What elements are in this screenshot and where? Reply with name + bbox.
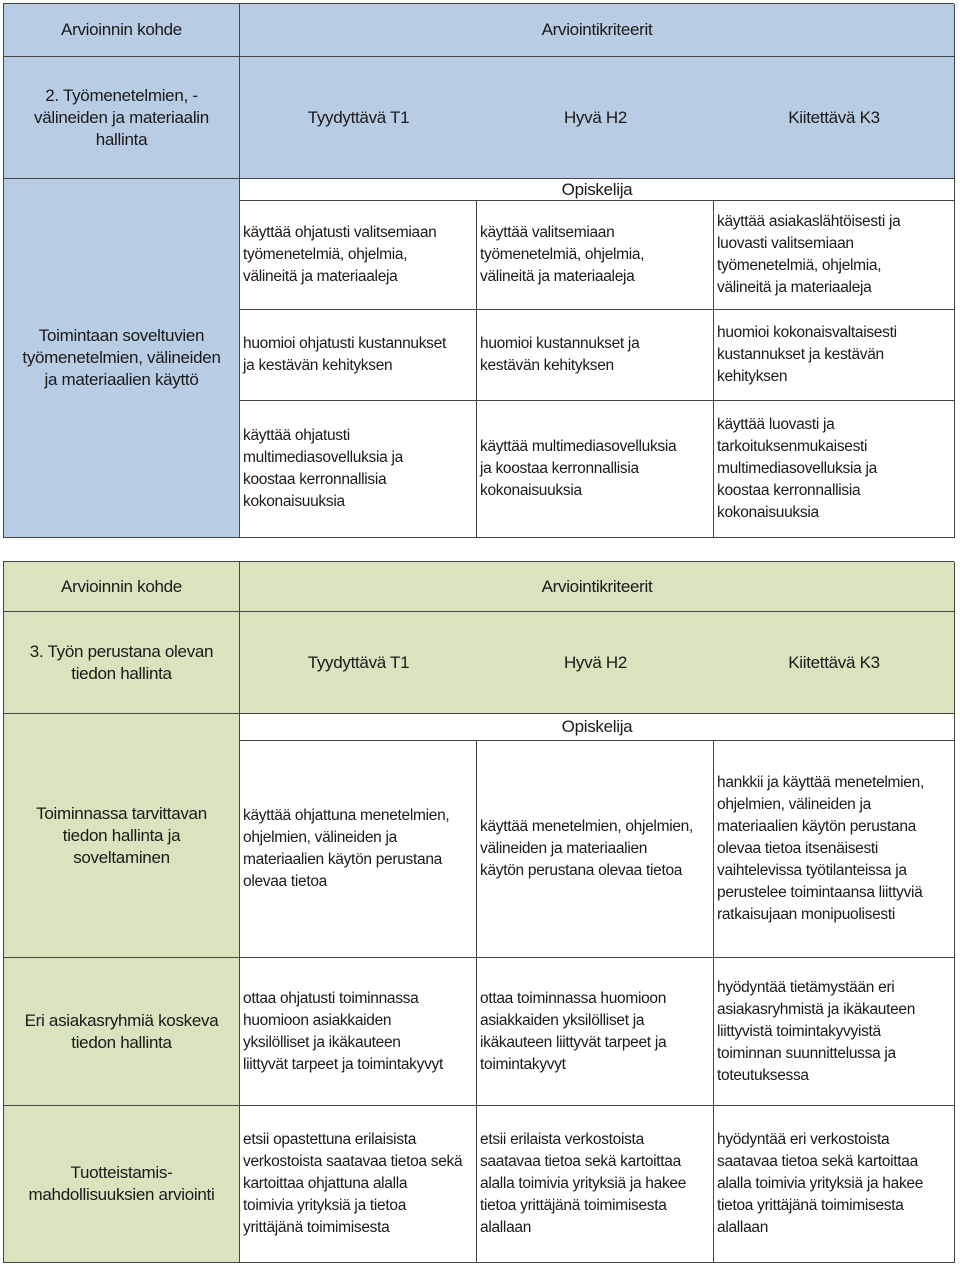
criteria-cell: ottaa ohjatusti toiminnassa huomioon asiakkaiden yksilölliset ja ikäkauteen liittyvät tarpeet ja toimintakyvyt — [240, 958, 477, 1106]
criteria-cell: hyödyntää eri verkostoista saatavaa tietoa sekä kartoittaa alalla toimivia yrityksiä ja hakee tietoa yrittäjänä toimimisesta alallaan — [714, 1106, 955, 1263]
subject-label: Opiskelija — [240, 714, 955, 741]
section-title: 3. Työn perustana olevan tiedon hallinta — [4, 612, 240, 714]
criteria-cell: ottaa toiminnassa huomioon asiakkaiden yksilölliset ja ikäkauteen liittyvät tarpeet ja toimintakyvyt — [477, 958, 714, 1106]
assessment-table-2 — [3, 561, 954, 1263]
criteria-cell: käyttää multimediasovelluksia ja koostaa kerronnallisia kokonaisuuksia — [477, 401, 714, 538]
level-t1: Tyydyttävä T1 — [240, 612, 477, 714]
level-k3: Kiitettävä K3 — [714, 612, 955, 714]
criteria-cell: huomioi ohjatusti kustannukset ja kestävän kehityksen — [240, 310, 477, 401]
criteria-cell: huomioi kokonaisvaltaisesti kustannukset ja kestävän kehityksen — [714, 310, 955, 401]
criteria-cell: huomioi kustannukset ja kestävän kehityksen — [477, 310, 714, 401]
header-kriteerit: Arviointikriteerit — [240, 562, 955, 612]
assessment-table-1 — [3, 3, 954, 538]
criteria-cell: hyödyntää tietämystään eri asiakasryhmistä ja ikäkauteen liittyvistä toimintakyvyistä toiminnan suunnittelussa ja toteutuksessa — [714, 958, 955, 1106]
section-title: 2. Työmenetelmien, - välineiden ja materiaalin hallinta — [4, 57, 240, 179]
level-h2: Hyvä H2 — [477, 57, 714, 179]
level-t1: Tyydyttävä T1 — [240, 57, 477, 179]
criteria-cell: käyttää valitsemiaan työmenetelmiä, ohjelmia, välineitä ja materiaaleja — [477, 201, 714, 310]
assessment-target: Toimintaan soveltuvien työmenetelmien, välineiden ja materiaalien käyttö — [4, 179, 240, 538]
assessment-target: Eri asiakasryhmiä koskeva tiedon hallinta — [4, 958, 240, 1106]
criteria-cell: käyttää ohjattuna menetelmien, ohjelmien, välineiden ja materiaalien käytön perustana olevaa tietoa — [240, 741, 477, 958]
criteria-cell: käyttää luovasti ja tarkoituksenmukaisesti multimediasovelluksia ja koostaa kerronnallisia kokonaisuuksia — [714, 401, 955, 538]
criteria-cell: etsii opastettuna erilaisista verkostoista saatavaa tietoa sekä kartoittaa ohjattuna alalla toimivia yrityksiä ja tietoa yrittäjänä toimimisesta — [240, 1106, 477, 1263]
header-kriteerit: Arviointikriteerit — [240, 4, 955, 57]
header-kohde: Arvioinnin kohde — [4, 562, 240, 612]
assessment-target: Toiminnassa tarvittavan tiedon hallinta ja soveltaminen — [4, 714, 240, 958]
criteria-cell: käyttää asiakaslähtöisesti ja luovasti valitsemiaan työmenetelmiä, ohjelmia, välineitä ja materiaaleja — [714, 201, 955, 310]
criteria-cell: käyttää menetelmien, ohjelmien, välineiden ja materiaalien käytön perustana olevaa tietoa — [477, 741, 714, 958]
criteria-cell: hankkii ja käyttää menetelmien, ohjelmien, välineiden ja materiaalien käytön perustana olevaa tietoa itsenäisesti vaihtelevissa työtilanteissa ja perustelee toimintaansa liittyviä ratkaisujaan monipuolisesti — [714, 741, 955, 958]
level-k3: Kiitettävä K3 — [714, 57, 955, 179]
assessment-target: Tuotteistamis- mahdollisuuksien arviointi — [4, 1106, 240, 1263]
criteria-cell: etsii erilaista verkostoista saatavaa tietoa sekä kartoittaa alalla toimivia yrityksiä ja hakee tietoa yrittäjänä toimimisesta alallaan — [477, 1106, 714, 1263]
header-kohde: Arvioinnin kohde — [4, 4, 240, 57]
level-h2: Hyvä H2 — [477, 612, 714, 714]
criteria-cell: käyttää ohjatusti valitsemiaan työmenetelmiä, ohjelmia, välineitä ja materiaaleja — [240, 201, 477, 310]
subject-label: Opiskelija — [240, 179, 955, 201]
criteria-cell: käyttää ohjatusti multimediasovelluksia ja koostaa kerronnallisia kokonaisuuksia — [240, 401, 477, 538]
